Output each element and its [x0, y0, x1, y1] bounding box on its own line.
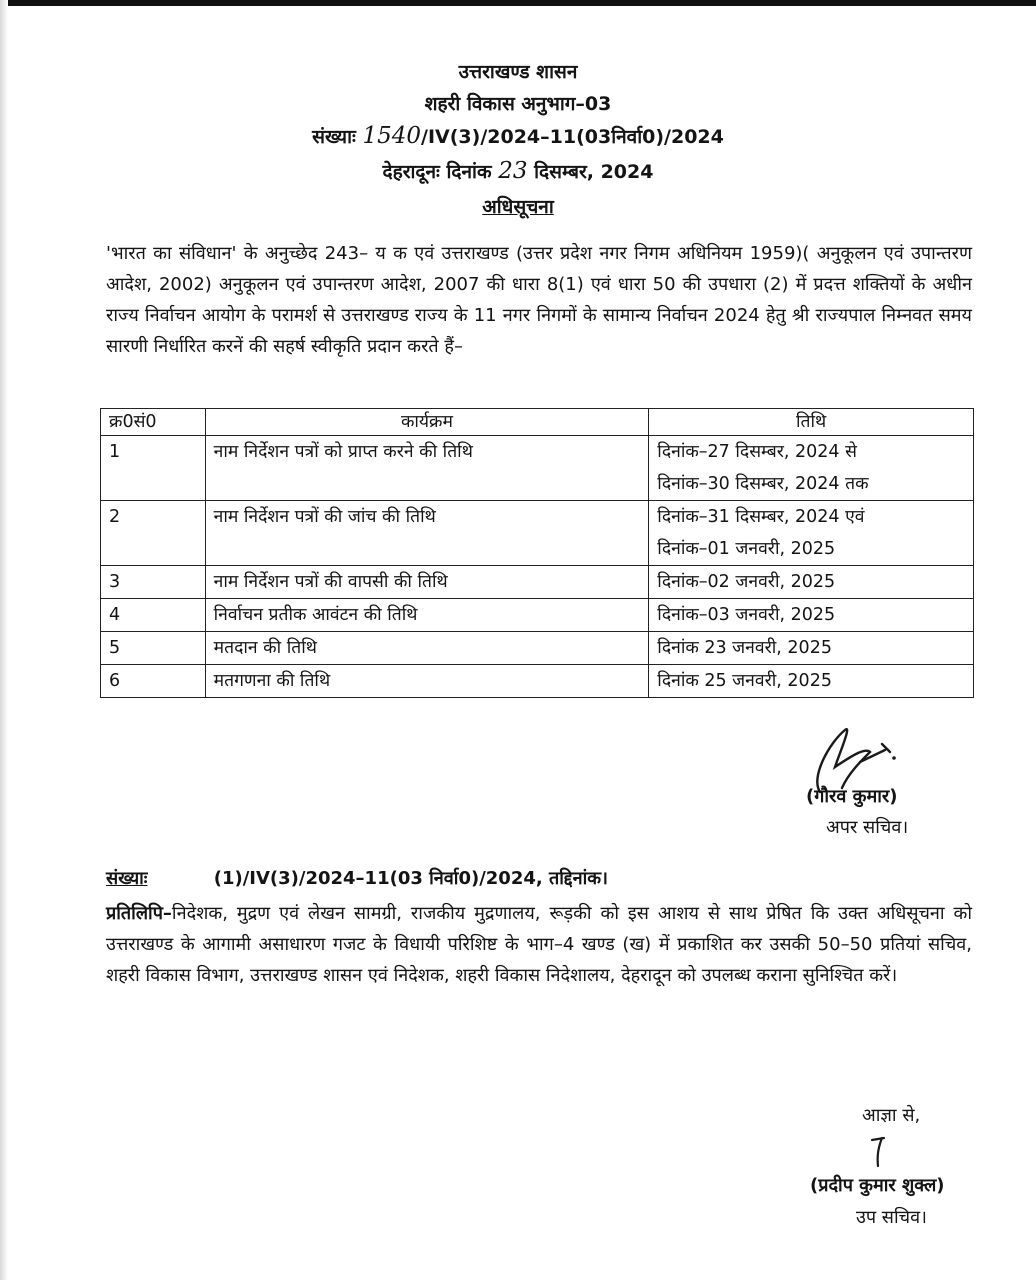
number-prefix: संख्याः [312, 126, 356, 148]
row-date: दिनांक–03 जनवरी, 2025 [657, 605, 836, 625]
row-program: नाम निर्देशन पत्रों को प्राप्त करने की तिथि [213, 442, 473, 462]
header-program: कार्यक्रम [205, 409, 649, 436]
copy-text: निदेशक, मुद्रण एवं लेखन सामग्री, राजकीय मुद्रणालय, रूड़की को इस आशय से साथ प्रेषित कि उक्त अधिसूचना को उत्तराखण्ड के आगामी असाधारण गजट के विधायी परिशिष्ट के भाग–4 खण्ड (ख) में प्रकाशित कर उसकी 50–50 प्रतियां सचिव, शहरी विकास विभाग, उत्तराखण्ड शासन एवं निदेशक, शहरी विकास निदेशालय, देहरादून को उपलब्ध कराना सुनिश्चित करें। [106, 903, 972, 986]
signature-2-mark [860, 1130, 900, 1170]
date-prefix: देहरादूनः दिनांक [382, 161, 492, 183]
row-serial: 6 [109, 671, 121, 691]
row-serial: 3 [109, 572, 121, 592]
letter-number [0, 123, 1036, 149]
by-order-text: आज्ञा से, [862, 1105, 921, 1126]
row-program: निर्वाचन प्रतीक आवंटन की तिथि [213, 605, 418, 625]
row-program: नाम निर्देशन पत्रों की जांच की तिथि [213, 507, 436, 527]
row-program: मतदान की तिथि [213, 638, 317, 658]
row-date: दिनांक 25 जनवरी, 2025 [657, 671, 832, 691]
row-date: दिनांक 23 जनवरी, 2025 [657, 638, 832, 658]
table-header-row [101, 409, 974, 436]
ref-value: (1)/IV(3)/2024–11(03 निर्वा0)/2024, तद्दिनांक। [213, 868, 608, 889]
department-name: शहरी विकास अनुभाग–03 [424, 93, 612, 115]
table-row [101, 436, 974, 501]
row-date: दिनांक–02 जनवरी, 2025 [657, 572, 836, 592]
letter-date [0, 158, 1036, 184]
row-program: मतगणना की तिथि [213, 671, 331, 691]
signatory-2-name: (प्रदीप कुमार शुक्ल) [810, 1175, 945, 1196]
election-schedule-table [100, 408, 974, 698]
table-row [101, 632, 974, 665]
document-title: अधिसूचना [482, 196, 554, 218]
signatory-1-designation: अपर सचिव। [826, 817, 909, 838]
ref-label: संख्याः [106, 868, 148, 889]
table-row [101, 665, 974, 698]
row-date-line2: दिनांक–30 दिसम्बर, 2024 तक [657, 474, 869, 494]
signatory-1-name: (गौरव कुमार) [806, 786, 898, 807]
row-serial: 4 [109, 605, 121, 625]
table-row [101, 501, 974, 566]
copy-label: प्रतिलिपि– [106, 903, 172, 924]
row-date-line2: दिनांक–01 जनवरी, 2025 [657, 539, 836, 559]
row-date-line1: दिनांक–31 दिसम्बर, 2024 एवं [657, 507, 865, 527]
number-handwritten: 1540 [362, 123, 422, 149]
number-suffix: /IV(3)/2024–11(03निर्वा0)/2024 [421, 126, 724, 148]
signatory-2-designation: उप सचिव। [856, 1207, 927, 1228]
row-serial: 2 [109, 507, 121, 527]
row-program: नाम निर्देशन पत्रों की वापसी की तिथि [213, 572, 448, 592]
endorsement-reference [106, 866, 608, 890]
header-serial: क्र0सं0 [101, 409, 206, 436]
date-suffix: दिसम्बर, 2024 [534, 161, 654, 183]
copy-paragraph [106, 898, 972, 991]
table-row [101, 566, 974, 599]
row-serial: 1 [109, 442, 121, 462]
table-row [101, 599, 974, 632]
row-date-line1: दिनांक–27 दिसम्बर, 2024 से [657, 442, 857, 462]
notification-paragraph: 'भारत का संविधान' के अनुच्छेद 243– य क एवं उत्तराखण्ड (उत्तर प्रदेश नगर निगम अधिनियम 1959)( अनुकूलन एवं उपान्तरण आदेश, 2002) अनुकूलन एवं उपान्तरण आदेश, 2007 की धारा 8(1) एवं धारा 50 की उपधारा (2) में प्रदत्त शक्तियों के अधीन राज्य निर्वाचन आयोग के परामर्श से उत्तराखण्ड राज्य के 11 नगर निगमों के सामान्य निर्वाचन 2024 हेतु श्री राज्यपाल निम्नवत समय सारणी निर्धारित करनें की सहर्ष स्वीकृति प्रदान करते हैं– [106, 243, 972, 357]
govt-name: उत्तराखण्ड शासन [458, 61, 578, 83]
header-date: तिथि [649, 409, 974, 436]
date-handwritten: 23 [498, 158, 528, 184]
row-serial: 5 [109, 638, 121, 658]
